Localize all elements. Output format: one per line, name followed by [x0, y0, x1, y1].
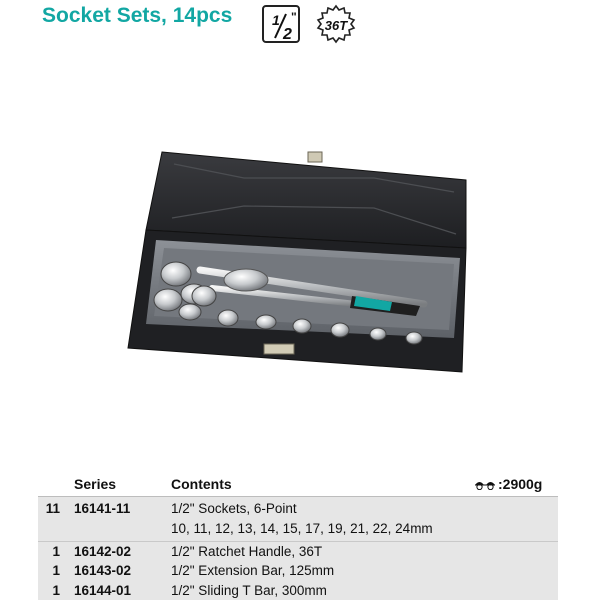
teeth-label: 36T: [324, 18, 348, 33]
table-row: [38, 541, 558, 561]
weight-value: :2900g: [498, 476, 543, 492]
page-title: Socket Sets, 14pcs: [42, 4, 233, 27]
contents-column-header: Contents: [171, 476, 232, 492]
qty-cell: 1: [52, 544, 60, 559]
svg-text:": ": [291, 10, 297, 24]
series-column-header: Series: [74, 476, 117, 492]
qty-cell: 1: [52, 563, 60, 578]
contents-cell: 1/2" Extension Bar, 125mm: [171, 563, 335, 578]
qty-cell: 1: [52, 583, 60, 598]
drive-size-badge: [262, 5, 300, 43]
product-image-socket-case: [124, 148, 472, 394]
table-row-continuation: [38, 519, 558, 539]
scale-icon: [474, 478, 496, 490]
table-row: [38, 561, 558, 581]
series-cell: 16141-11: [74, 501, 131, 516]
spec-table-header: [0, 474, 600, 496]
half-inch-drive-icon: [264, 7, 302, 45]
gear-icon: [311, 4, 361, 44]
contents-cell: 1/2" Ratchet Handle, 36T: [171, 544, 323, 559]
contents-cell: 1/2" Sliding T Bar, 300mm: [171, 583, 327, 598]
weight-column-header: [474, 476, 542, 492]
series-cell: 16142-02: [74, 544, 132, 559]
svg-text:1: 1: [272, 12, 280, 28]
spec-table: [38, 496, 558, 600]
contents-cell-line2: 10, 11, 12, 13, 14, 15, 17, 19, 21, 22, 24mm: [171, 521, 433, 536]
qty-cell: 11: [45, 501, 60, 516]
svg-text:2: 2: [283, 26, 292, 43]
table-row: [38, 581, 558, 600]
teeth-badge: [311, 4, 361, 44]
contents-cell: 1/2" Sockets, 6-Point: [171, 501, 297, 516]
table-row: [38, 499, 558, 519]
series-cell: 16143-02: [74, 563, 132, 578]
series-cell: 16144-01: [74, 583, 132, 598]
